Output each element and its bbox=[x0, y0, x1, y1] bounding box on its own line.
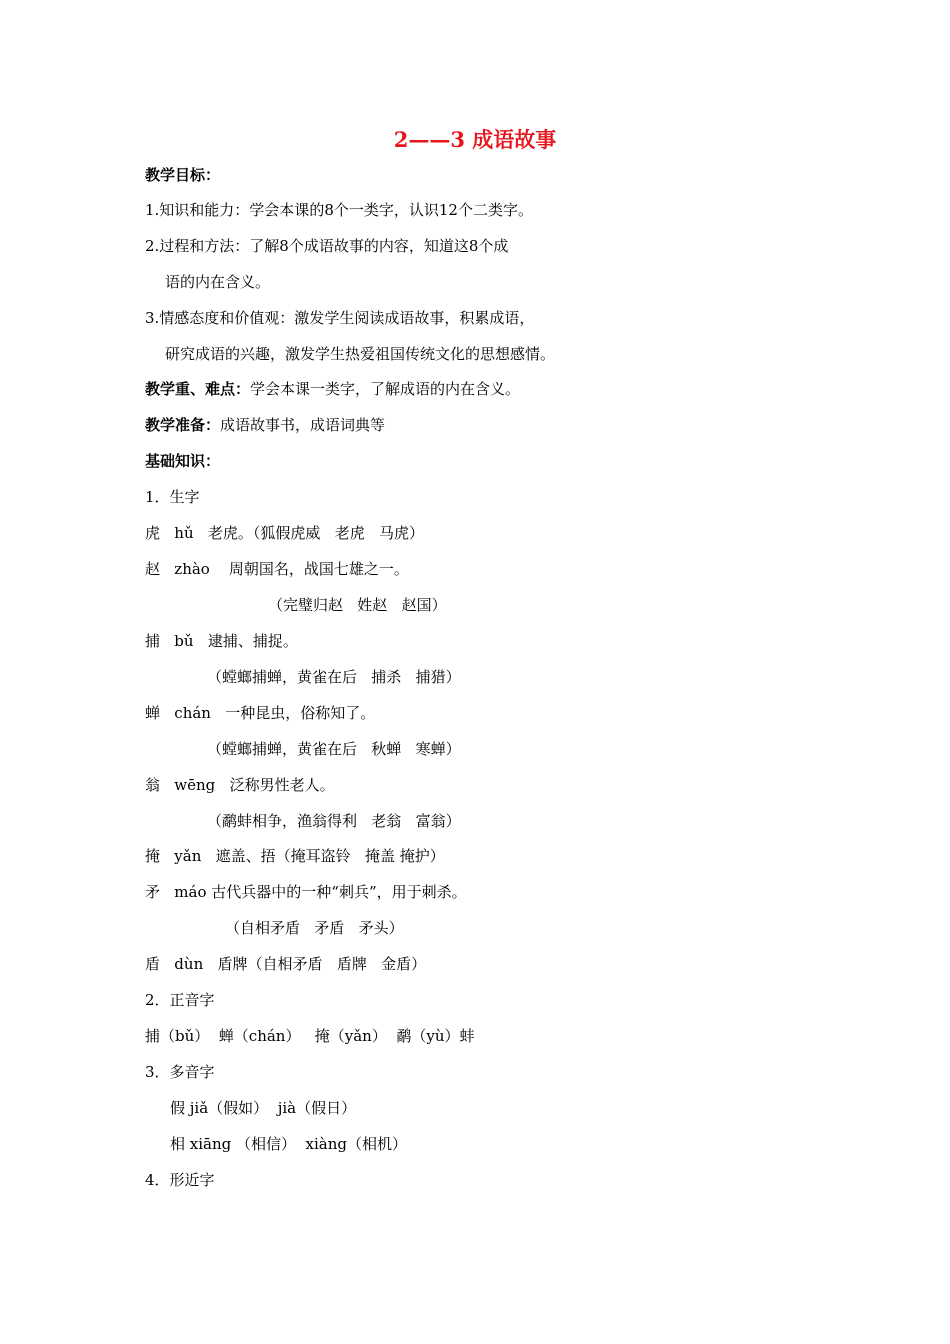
text-line bbox=[145, 703, 375, 723]
line-text: 矛 máo 古代兵器中的一种“刺兵”，用于刺杀。 bbox=[145, 883, 467, 901]
line-text: 赵 zhào 周朝国名，战国七雄之一。 bbox=[145, 560, 409, 578]
text-line bbox=[145, 236, 508, 256]
text-line bbox=[145, 415, 385, 435]
text-line bbox=[145, 990, 215, 1010]
line-text: 翁 wēng 泛称男性老人。 bbox=[145, 776, 335, 794]
text-line bbox=[145, 846, 445, 866]
text-line bbox=[268, 595, 447, 615]
line-text: 1．生字 bbox=[145, 488, 200, 506]
text-line bbox=[145, 559, 409, 579]
text-line bbox=[145, 882, 467, 902]
line-text: 掩 yǎn 遮盖、捂（掩耳盗铃 掩盖 掩护） bbox=[145, 847, 445, 865]
line-text: 学会本课一类字，了解成语的内在含义。 bbox=[250, 380, 521, 398]
section-label: 教学目标： bbox=[145, 166, 221, 184]
document-title: 2——3 成语故事 bbox=[393, 127, 557, 152]
text-line bbox=[145, 487, 200, 507]
text-line bbox=[145, 775, 335, 795]
line-text: 1.知识和能力：学会本课的8个一类字，认识12个二类字。 bbox=[145, 201, 533, 219]
line-text: 蝉 chán 一种昆虫，俗称知了。 bbox=[145, 704, 376, 722]
line-text: 3.情感态度和价值观：激发学生阅读成语故事，积累成语， bbox=[145, 309, 535, 327]
text-line bbox=[145, 954, 426, 974]
line-text: （鹬蚌相争，渔翁得利 老翁 富翁） bbox=[207, 812, 461, 830]
line-text: 成语故事书，成语词典等 bbox=[220, 416, 386, 434]
line-text: 盾 dùn 盾牌（自相矛盾 盾牌 金盾） bbox=[145, 955, 427, 973]
line-text: （完璧归赵 姓赵 赵国） bbox=[268, 596, 447, 614]
text-line bbox=[225, 918, 404, 938]
text-line bbox=[145, 631, 298, 651]
line-text: 相 xiāng （相信） xiàng（相机） bbox=[170, 1135, 407, 1153]
text-line bbox=[145, 523, 424, 543]
text-line bbox=[145, 451, 220, 471]
text-line bbox=[145, 1170, 215, 1190]
line-text: （螳螂捕蝉，黄雀在后 秋蝉 寒蝉） bbox=[207, 740, 461, 758]
text-line bbox=[207, 811, 461, 831]
line-text: 捕 bǔ 逮捕、捕捉。 bbox=[145, 632, 298, 650]
text-line bbox=[145, 1026, 475, 1046]
line-text: （螳螂捕蝉，黄雀在后 捕杀 捕猎） bbox=[207, 668, 461, 686]
line-text: 虎 hǔ 老虎。（狐假虎威 老虎 马虎） bbox=[145, 524, 425, 542]
line-text: 假 jiǎ（假如） jià（假日） bbox=[170, 1099, 357, 1117]
section-label: 教学准备： bbox=[145, 416, 221, 434]
line-text: 3．多音字 bbox=[145, 1063, 215, 1081]
line-text: 研究成语的兴趣，激发学生热爱祖国传统文化的思想感情。 bbox=[165, 345, 556, 363]
line-text: 捕（bǔ） 蝉（chán） 掩（yǎn） 鹬（yù）蚌 bbox=[145, 1027, 475, 1045]
section-label: 基础知识： bbox=[145, 452, 221, 470]
text-line bbox=[145, 165, 220, 185]
text-line bbox=[145, 308, 534, 328]
line-text: 语的内在含义。 bbox=[165, 273, 271, 291]
text-line bbox=[145, 200, 533, 220]
text-line bbox=[145, 1062, 215, 1082]
text-line bbox=[170, 1098, 356, 1118]
line-text: 4．形近字 bbox=[145, 1171, 215, 1189]
line-text: 2.过程和方法：了解8个成语故事的内容，知道这8个成 bbox=[145, 237, 509, 255]
text-line bbox=[165, 344, 555, 364]
text-line bbox=[170, 1134, 407, 1154]
text-line bbox=[145, 379, 520, 399]
section-label: 教学重、难点： bbox=[145, 380, 251, 398]
line-text: 2．正音字 bbox=[145, 991, 215, 1009]
text-line bbox=[207, 739, 461, 759]
text-line bbox=[207, 667, 461, 687]
text-line bbox=[165, 272, 270, 292]
line-text: （自相矛盾 矛盾 矛头） bbox=[225, 919, 404, 937]
